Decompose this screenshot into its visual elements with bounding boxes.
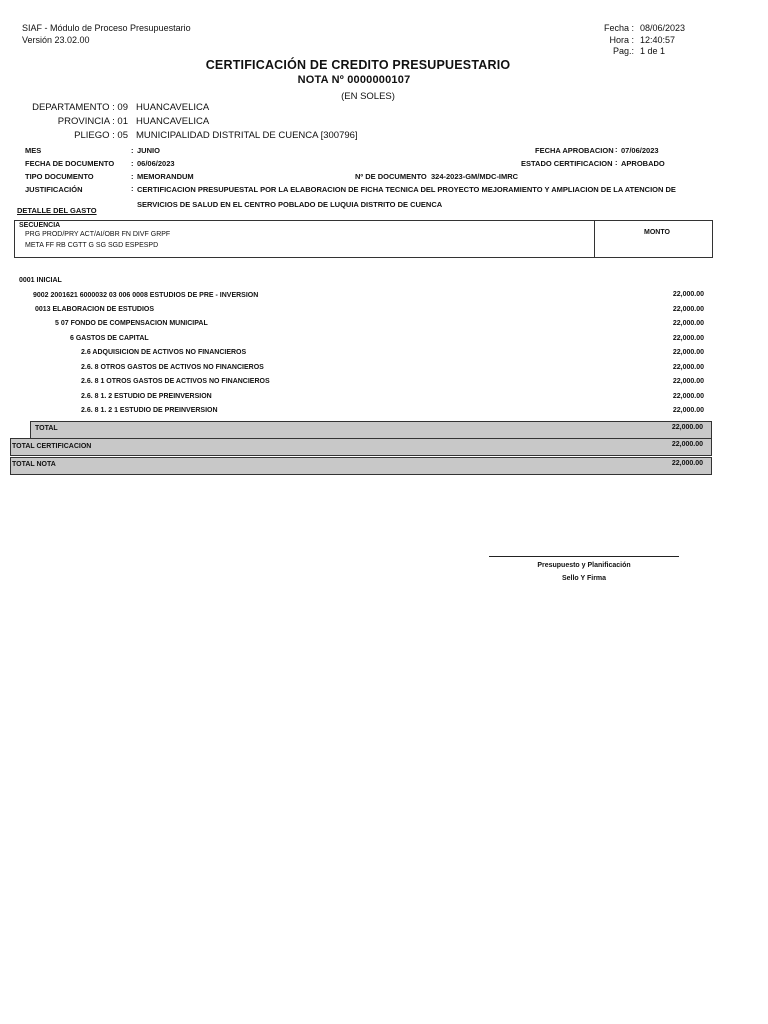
- table-row: 5 07 FONDO DE COMPENSACION MUNICIPAL: [55, 320, 208, 327]
- row-amount: 22,000.00: [672, 393, 704, 400]
- justificacion-line-1: CERTIFICACION PRESUPUESTAL POR LA ELABORACION DE FICHA TECNICA DEL PROYECTO MEJORAMIENTO Y AMPLIACION DE LA ATENCION DE: [137, 185, 676, 194]
- fecha-aprobacion-label: FECHA APROBACION: [535, 146, 614, 155]
- table-row: 2.6. 8 OTROS GASTOS DE ACTIVOS NO FINANCIEROS: [81, 364, 264, 371]
- pliego-value: MUNICIPALIDAD DISTRITAL DE CUENCA [300796]: [136, 130, 358, 141]
- fecha-aprobacion-value: 07/06/2023: [621, 146, 659, 155]
- total-label: TOTAL: [35, 425, 58, 432]
- nro-documento-label: Nº DE DOCUMENTO: [355, 172, 427, 181]
- table-row: 2.6 ADQUISICION DE ACTIVOS NO FINANCIEROS: [81, 349, 247, 356]
- total-certificacion-label: TOTAL CERTIFICACION: [12, 443, 92, 450]
- monto-label: MONTO: [644, 229, 670, 236]
- system-name: SIAF - Módulo de Proceso Presupuestario: [22, 23, 191, 33]
- page-label: Pag.:: [612, 46, 634, 56]
- total-nota-value: 22,000.00: [671, 460, 703, 467]
- total-certificacion-value: 22,000.00: [671, 441, 703, 448]
- document-title: CERTIFICACIÓN DE CREDITO PRESUPUESTARIO: [205, 58, 511, 72]
- fecha-aprobacion-colon: :: [615, 145, 618, 154]
- header-divider: [594, 221, 595, 257]
- departamento-label: DEPARTAMENTO : 09: [32, 102, 128, 113]
- justificacion-line-2: SERVICIOS DE SALUD EN EL CENTRO POBLADO DE LUQUIA DISTRITO DE CUENCA: [137, 200, 443, 209]
- detail-header-box: [14, 220, 713, 258]
- table-row: 9002 2001621 6000032 03 006 0008 ESTUDIOS DE PRE - INVERSION: [33, 292, 259, 299]
- nota-number: NOTA Nº 0000000107: [297, 74, 411, 86]
- estado-certificacion-value: APROBADO: [621, 159, 665, 168]
- row-amount: 22,000.00: [672, 291, 704, 298]
- pliego-label: PLIEGO : 05: [74, 130, 128, 141]
- provincia-value: HUANCAVELICA: [136, 116, 210, 127]
- column-codes-line-1: PRG PROD/PRY ACT/AI/OBR FN DIVF GRPF: [25, 231, 171, 238]
- mes-colon: :: [131, 146, 134, 155]
- fecha-documento-value: 06/06/2023: [137, 159, 175, 168]
- table-row: 2.6. 8 1 OTROS GASTOS DE ACTIVOS NO FINANCIEROS: [81, 378, 270, 385]
- hora-value: 12:40:57: [640, 35, 676, 45]
- tipo-documento-value: MEMORANDUM: [137, 172, 194, 181]
- page-value: 1 de 1: [640, 46, 666, 56]
- fecha-label: Fecha :: [603, 23, 634, 33]
- total-value: 22,000.00: [671, 424, 703, 431]
- estado-certificacion-label: ESTADO CERTIFICACION: [521, 159, 613, 168]
- system-version: Versión 23.02.00: [22, 35, 90, 45]
- currency-note: (EN SOLES): [341, 91, 395, 102]
- table-row: 2.6. 8 1. 2 ESTUDIO DE PREINVERSION: [81, 393, 212, 400]
- row-amount: 22,000.00: [672, 320, 704, 327]
- row-amount: 22,000.00: [672, 364, 704, 371]
- row-amount: 22,000.00: [672, 378, 704, 385]
- row-amount: 22,000.00: [672, 335, 704, 342]
- table-row: 6 GASTOS DE CAPITAL: [70, 335, 149, 342]
- total-nota-label: TOTAL NOTA: [12, 461, 56, 468]
- row-amount: 22,000.00: [672, 407, 704, 414]
- row-amount: 22,000.00: [672, 349, 704, 356]
- table-row: 0013 ELABORACION DE ESTUDIOS: [35, 306, 155, 313]
- row-amount: 22,000.00: [672, 306, 704, 313]
- tipo-documento-label: TIPO DOCUMENTO: [25, 172, 94, 181]
- table-row: 0001 INICIAL: [19, 277, 62, 284]
- departamento-value: HUANCAVELICA: [136, 102, 210, 113]
- provincia-label: PROVINCIA : 01: [57, 116, 128, 127]
- signature-seal: Sello Y Firma: [561, 575, 607, 582]
- estado-certificacion-colon: :: [615, 158, 618, 167]
- justificacion-label: JUSTIFICACIÓN: [25, 185, 83, 194]
- fecha-documento-colon: :: [131, 159, 134, 168]
- table-row: 2.6. 8 1. 2 1 ESTUDIO DE PREINVERSION: [81, 407, 218, 414]
- detalle-gasto-title: DETALLE DEL GASTO: [17, 206, 97, 215]
- nro-documento-value: 324-2023-GM/MDC-IMRC: [431, 172, 519, 181]
- secuencia-label: SECUENCIA: [19, 222, 61, 229]
- justificacion-colon: :: [131, 184, 134, 193]
- mes-label: MES: [25, 146, 42, 155]
- column-codes-line-2: META FF RB CGTT G SG SGD ESPESPD: [25, 242, 159, 249]
- mes-value: JUNIO: [137, 146, 160, 155]
- fecha-documento-label: FECHA DE DOCUMENTO: [25, 159, 115, 168]
- hora-label: Hora :: [609, 35, 634, 45]
- tipo-documento-colon: :: [131, 172, 134, 181]
- signature-office: Presupuesto y Planificación: [537, 562, 631, 569]
- fecha-value: 08/06/2023: [640, 23, 686, 33]
- signature-line: [489, 556, 679, 557]
